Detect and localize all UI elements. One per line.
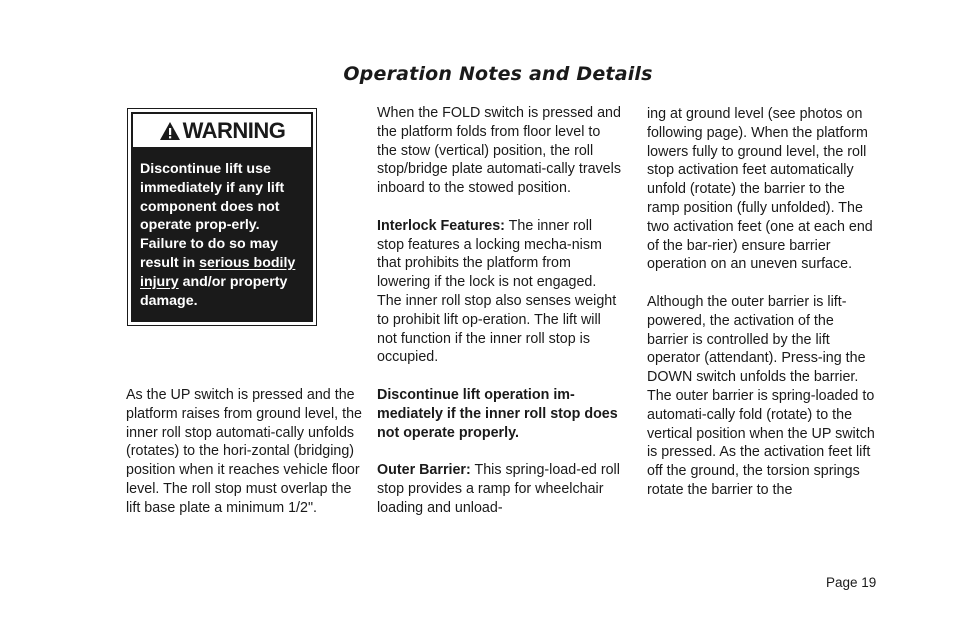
warning-text-after: and/or property damage. xyxy=(140,273,288,309)
warning-label: WARNING xyxy=(182,117,286,143)
warning-triangle-icon xyxy=(159,121,181,141)
interlock-text: The inner roll stop features a locking mecha-nism that prohibits the platform from lowering if the lock is not engaged. The inner roll stop also senses weight to prohibit lift op-eration. The lift will not function if the inner roll stop is occupied. xyxy=(377,217,617,366)
warning-header xyxy=(133,114,311,147)
paragraph-lift-powered: Although the outer barrier is lift-powered, the activation of the barrier is controlled by the lift operator (attendant). Press-ing the DOWN switch unfolds the barrier. The outer barrier is spring-loaded to automati-cally fold (rotate) to the vertical position when the UP switch is pressed. As the activation feet lift off the ground, the torsion springs rotate the barrier to the xyxy=(647,293,875,498)
outer-barrier-heading: Outer Barrier: xyxy=(377,462,471,479)
paragraph-interlock xyxy=(377,217,622,367)
warning-box xyxy=(127,108,317,326)
column-right xyxy=(647,105,877,519)
page-title: Operation Notes and Details xyxy=(343,63,653,85)
column-middle xyxy=(377,104,622,536)
discontinue-warning: Discontinue lift operation im-mediately if the inner roll stop does not operate properly. xyxy=(377,386,618,441)
paragraph-up-switch: As the UP switch is pressed and the platform raises from ground level, the inner roll stop automati-cally unfolds (rotates) to the hori-zontal (bridging) position when it reaches vehicle floor level. The roll stop must overlap the lift base plate a minimum 1/2". xyxy=(126,387,363,516)
column-left xyxy=(126,386,366,536)
warning-text-underlined: serious bodily injury xyxy=(140,254,296,290)
warning-text-before: Discontinue lift use immediately if any lift component does not operate prop-erly. Failure to do so may result in xyxy=(140,161,285,271)
paragraph-fold-switch: When the FOLD switch is pressed and the platform folds from floor level to the stow (vertical) position, the roll stop/bridge plate automati-cally travels inboard to the stowed position. xyxy=(377,105,621,197)
outer-barrier-text: This spring-load-ed roll stop provides a ramp for wheelchair loading and unload- xyxy=(377,462,620,516)
warning-message xyxy=(140,160,305,310)
paragraph-outer-barrier xyxy=(377,461,622,517)
interlock-heading: Interlock Features: xyxy=(377,217,505,234)
page-number: Page 19 xyxy=(826,575,877,590)
paragraph-ground-level: ing at ground level (see photos on following page). When the platform lowers fully to ground level, the roll stop activation feet automatically unfold (rotate) the barrier to the ramp position (fully unfolded). The two activation feet (one at each end of the bar-rier) ensure barrier operation on an uneven surface. xyxy=(647,106,873,273)
paragraph-discontinue xyxy=(377,386,622,442)
warning-panel xyxy=(131,112,313,322)
